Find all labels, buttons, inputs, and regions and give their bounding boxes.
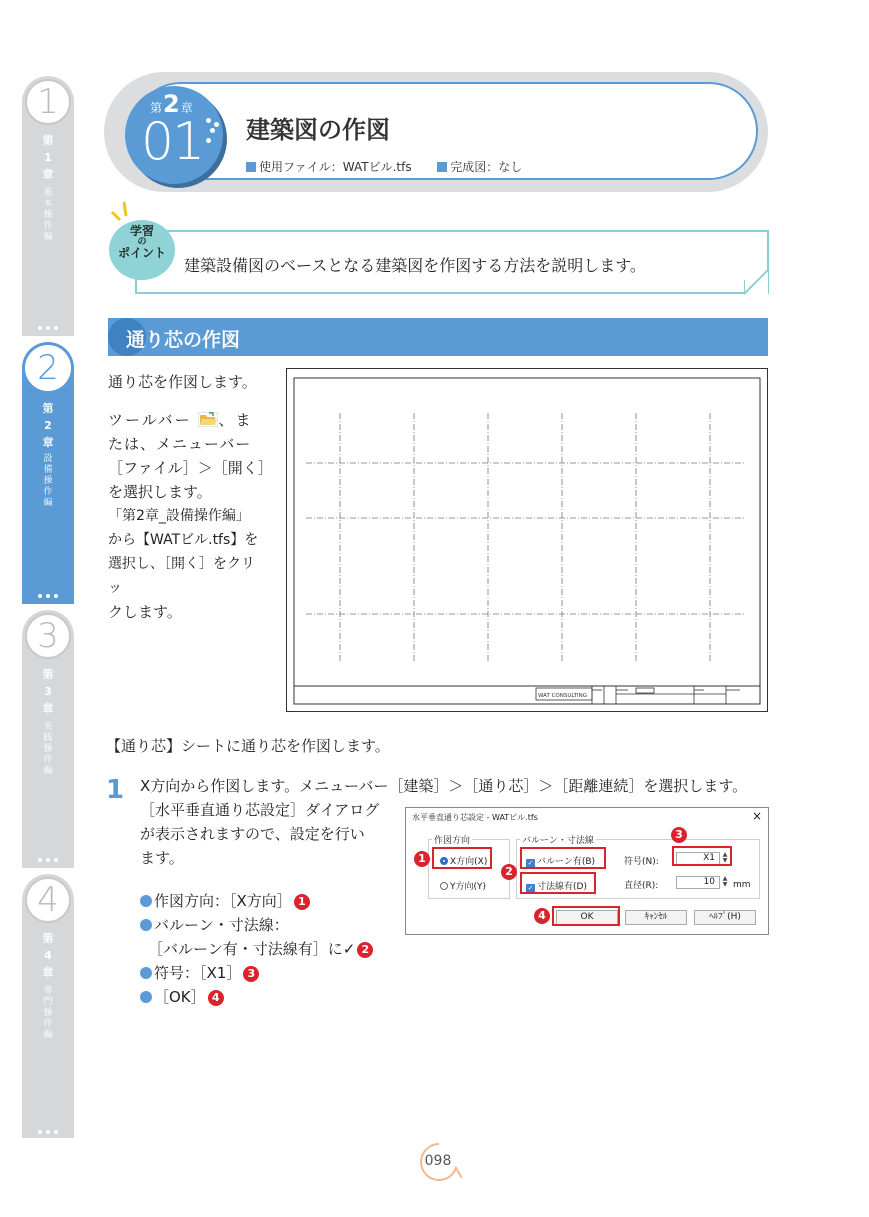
bullet-balloon-value: ［バルーン有・寸法線有］に✓ 2 [148,938,373,959]
chapter-name: 専 門 操 作 編 [43,986,53,1040]
step-description: ［水平垂直通り芯設定］ダイアログ が表示されますので、設定を行い ます。 [140,801,380,867]
chapter-tab-1[interactable] [22,76,74,336]
x-direction-radio[interactable]: X方向(X) [440,854,487,867]
highlight-ok [552,906,620,926]
dots-decoration [38,324,58,332]
sheet-instruction: 【通り芯】シートに通り芯を作図します。 [106,737,390,755]
highlight-balloon [520,847,606,869]
chapter-number: 4 [25,877,71,923]
learning-point-label: 学習 の ポイント [117,224,166,260]
dots-decoration [38,592,58,600]
highlight-code [672,846,732,866]
diameter-unit: mm [733,880,751,890]
chapter-number: 1 [25,79,71,125]
chapter-tab-2[interactable] [22,342,74,604]
dialog-title: 水平垂直通り芯設定 - WATビル.tfs [412,813,538,822]
company-name: WAT CONSULTING [538,693,588,699]
diameter-label: 直径(R): [624,881,659,891]
page-fold-decoration [744,270,770,296]
chapter-tab-4[interactable] [22,874,74,1138]
callout-1: 1 [414,851,430,867]
instruction-paragraph: ツールバー 、ま たは、メニューバー ［ファイル］＞［開く］ を選択します。 「第2章_設備操作編」 から【WATビル.tfs】を 選択し、［開く］をクリッ クします。 [108,411,273,621]
chapter-number: 2 [25,345,71,391]
chapter-number: 3 [25,613,71,659]
section-number: 01 [141,112,204,172]
file-info: 使用ファイル：WATビル.tfs 完成図：なし [246,158,522,175]
chapter-label: 第 3 章 [42,668,54,715]
cancel-button[interactable]: ｷｬﾝｾﾙ [625,910,687,925]
grid-drawing-preview [286,368,768,712]
code-input[interactable]: X1 [676,852,720,865]
dots-decoration [38,856,58,864]
code-label: 符号(N): [624,857,659,867]
balloon-group-label: バルーン・寸法線 [520,833,596,846]
section-title: 通り芯の作図 [126,329,241,351]
chapter-label: 第 1 章 [42,134,54,181]
ok-button[interactable]: OK [556,910,618,925]
chapter-name: 設 備 操 作 編 [43,454,53,508]
chapter-label: 第 2 章 [42,402,54,449]
help-button[interactable]: ﾍﾙﾌﾟ(H) [694,910,756,925]
highlight-x-direction [432,847,492,869]
highlight-dimension [520,872,596,894]
bullet-balloon-label: バルーン・寸法線： [140,914,289,935]
dimension-checkbox[interactable]: ✓ 寸法線有(D) [527,882,587,892]
chapter-name: 基 本 操 作 編 [43,188,53,242]
open-folder-icon[interactable] [198,412,218,427]
y-direction-radio[interactable]: Y方向(Y) [440,879,486,892]
step-number: 1 [106,775,125,805]
chapter-indicator: 第2章 [150,90,193,118]
dots-decoration [38,1128,58,1136]
spark-icon [108,200,134,224]
chapter-label: 第 4 章 [42,932,54,979]
diameter-spinner[interactable]: ▲ ▼ [722,875,728,888]
square-icon [437,162,447,172]
intro-text: 通り芯を作図します。 [108,373,257,391]
chapter-name: 実 践 操 作 編 [43,722,53,776]
step-instruction: X方向から作図します。メニューバー［建築］＞［通り芯］＞［距離連続］を選択します。 [140,777,748,795]
page-number: 098 [424,1153,452,1169]
square-icon [246,162,256,172]
close-icon[interactable]: × [751,809,762,823]
direction-group-label: 作図方向 [432,833,472,846]
bullet-code: 符号：［X1］ 3 [140,962,259,983]
callout-4: 4 [534,908,550,924]
bullet-ok: ［OK］ 4 [140,986,224,1007]
code-spinner[interactable]: ▲ ▼ [722,851,728,864]
learning-point-text: 建築設備図のベースとなる建築図を作図する方法を説明します。 [184,256,646,275]
bullet-direction: 作図方向：［X方向］ 1 [140,890,310,911]
callout-3: 3 [671,827,687,843]
chapter-tab-3[interactable] [22,610,74,868]
diameter-input[interactable]: 10 [676,876,720,889]
balloon-checkbox[interactable]: ✓ バルーン有(B) [527,857,596,867]
page-title: 建築図の作図 [246,116,390,144]
callout-2: 2 [501,864,517,880]
